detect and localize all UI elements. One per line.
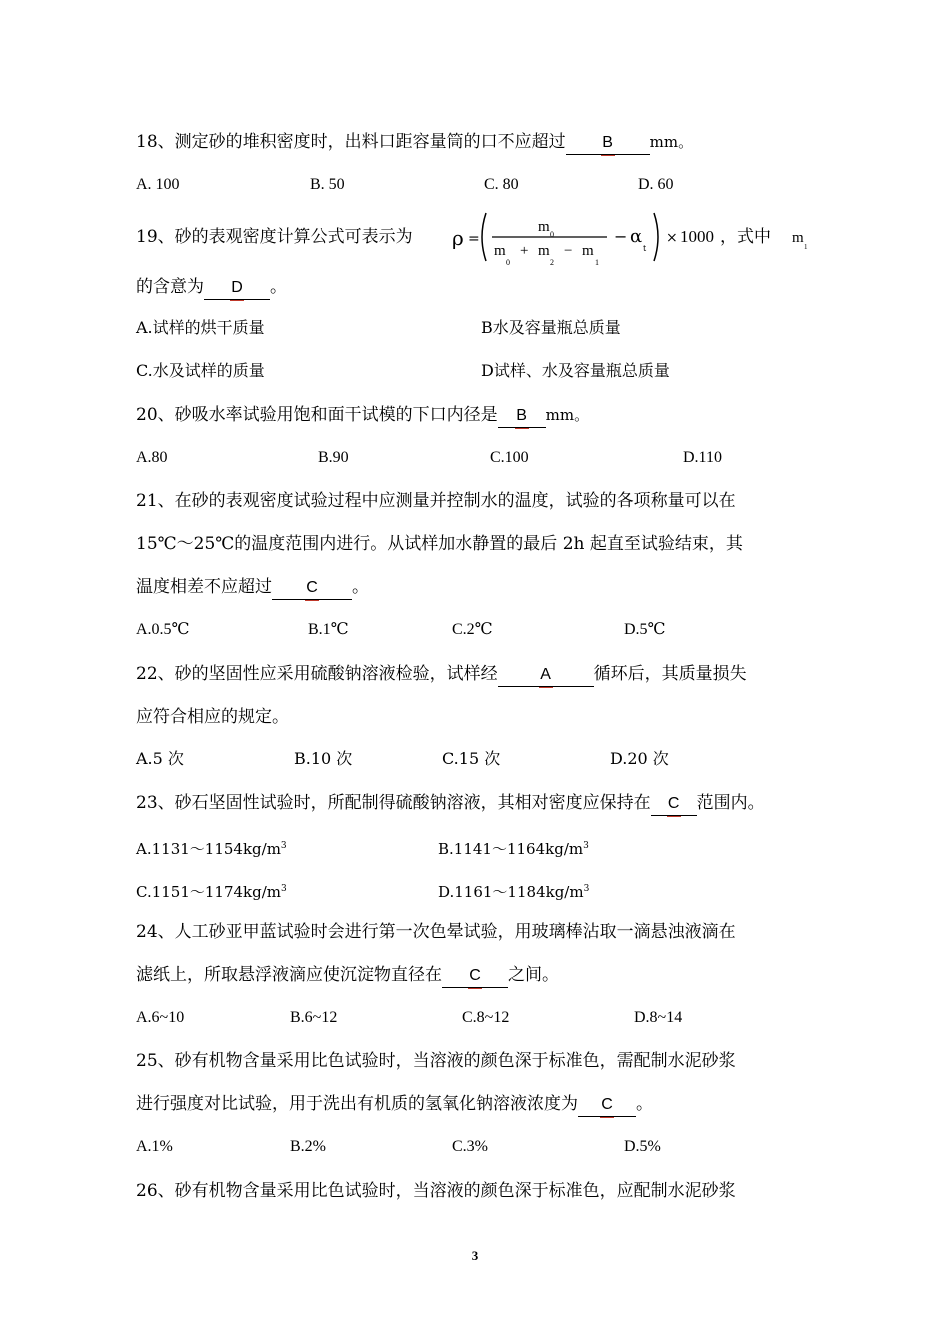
- q25-option-a: A.1%: [136, 1138, 173, 1155]
- answer-blank: B: [566, 132, 650, 155]
- answer-blank: A: [498, 664, 594, 687]
- q22-line2: 应符合相应的规定。: [136, 707, 289, 727]
- q21-line1: 21、在砂的表观密度试验过程中应测量并控制水的温度，试验的各项称量可以在: [136, 491, 736, 511]
- q25-line1: 25、砂有机物含量采用比色试验时，当溶液的颜色深于标准色，需配制水泥砂浆: [136, 1051, 736, 1071]
- q21-line3: 温度相差不应超过 C 。: [136, 576, 369, 600]
- q25-option-c: C.3%: [452, 1138, 488, 1155]
- q23-option-d: $D.1161\sim 1184kg/m^3$: [438, 883, 590, 901]
- svg-text:，式中: ，式中: [720, 227, 771, 247]
- q18-stem: 18、测定砂的堆积密度时，出料口距容量筒的口不应超过 B mm。: [136, 131, 693, 155]
- q18-option-b: B. 50: [310, 176, 345, 193]
- q22-option-d: D.20 次: [610, 749, 669, 768]
- q20-option-a: A.80: [136, 449, 168, 466]
- q19-option-a: A.试样的烘干质量: [136, 318, 265, 337]
- q20-option-d: D.110: [683, 449, 722, 466]
- q18-option-a: A. 100: [136, 176, 180, 193]
- svg-text:−: −: [564, 243, 573, 259]
- q25-line2: 进行强度对比试验，用于洗出有机质的氢氧化钠溶液浓度为 C 。: [136, 1093, 653, 1117]
- answer-blank: C: [578, 1094, 636, 1117]
- q19-option-b: B水及容量瓶总质量: [481, 318, 621, 337]
- svg-text:ρ: ρ: [452, 226, 464, 250]
- q24-line2: 滤纸上，所取悬浮液滴应使沉淀物直径在 C 之间。: [136, 964, 559, 988]
- svg-text:1: 1: [595, 258, 599, 267]
- q23-option-c: $C.1151\sim 1174kg/m^3$: [136, 883, 287, 901]
- q22-option-a: A.5 次: [136, 749, 184, 768]
- q25-option-b: B.2%: [290, 1138, 326, 1155]
- q24-option-d: D.8~14: [634, 1009, 683, 1026]
- q18-option-c: C. 80: [484, 176, 519, 193]
- svg-text:0: 0: [550, 230, 554, 239]
- q20-option-c: C.100: [490, 449, 529, 466]
- q19-option-c: C.水及试样的质量: [136, 361, 265, 380]
- svg-text:m: m: [538, 219, 550, 235]
- q21-option-c: C.2℃: [452, 621, 493, 638]
- answer-blank: B: [498, 405, 546, 428]
- svg-text:α: α: [630, 226, 643, 247]
- svg-text:+: +: [520, 243, 529, 259]
- q22-line1: 22、砂的坚固性应采用硫酸钠溶液检验，试样经 A 循环后，其质量损失: [136, 663, 747, 687]
- q26-line1: 26、砂有机物含量采用比色试验时，当溶液的颜色深于标准色，应配制水泥砂浆: [136, 1181, 736, 1201]
- q21-option-a: A.0.5℃: [136, 621, 190, 638]
- answer-blank: C: [442, 965, 508, 988]
- q25-option-d: D.5%: [624, 1138, 661, 1155]
- svg-text:1: 1: [804, 243, 808, 251]
- page-number: 3: [471, 1248, 479, 1263]
- q19-line2: 的含意为 D 。: [136, 276, 287, 300]
- q18-option-d: D. 60: [638, 176, 674, 193]
- svg-text:=: =: [468, 231, 480, 247]
- svg-text:m: m: [582, 243, 594, 259]
- q24-line1: 24、人工砂亚甲蓝试验时会进行第一次色晕试验，用玻璃棒沾取一滴悬浊液滴在: [136, 922, 736, 942]
- q21-line2: 15℃～25℃的温度范围内进行。从试样加水静置的最后 2h 起直至试验结束，其: [136, 534, 743, 554]
- q24-option-c: C.8~12: [462, 1009, 510, 1026]
- q23-stem: 23、砂石坚固性试验时，所配制得硫酸钠溶液，其相对密度应保持在 C 范围内。: [136, 792, 765, 816]
- q22-option-c: C.15 次: [442, 749, 501, 768]
- answer-blank: C: [272, 577, 352, 600]
- q22-option-b: B.10 次: [294, 749, 353, 768]
- svg-text:m: m: [792, 230, 804, 246]
- svg-text:t: t: [643, 244, 647, 253]
- density-formula: [452, 207, 810, 267]
- answer-blank: D: [204, 277, 270, 300]
- svg-text:0: 0: [506, 258, 510, 267]
- q24-option-b: B.6~12: [290, 1009, 338, 1026]
- q23-option-a: $A.1131\sim 1154kg/m^3$: [136, 840, 287, 858]
- q20-option-b: B.90: [318, 449, 349, 466]
- answer-blank: C: [651, 793, 697, 816]
- q21-option-b: B.1℃: [308, 621, 349, 638]
- q21-option-d: D.5℃: [624, 621, 666, 638]
- q20-stem: 20、砂吸水率试验用饱和面干试模的下口内径是 B mm。: [136, 404, 589, 428]
- svg-text:1000: 1000: [680, 227, 714, 246]
- svg-text:−: −: [614, 227, 628, 246]
- q23-option-b: $B.1141\sim 1164kg/m^3$: [438, 840, 589, 858]
- q19-stem: 19、砂的表观密度计算公式可表示为: [136, 227, 413, 247]
- svg-text:m: m: [538, 243, 550, 259]
- svg-text:2: 2: [550, 258, 554, 267]
- q19-option-d: D试样、水及容量瓶总质量: [481, 361, 670, 380]
- svg-text:m: m: [494, 243, 506, 259]
- q24-option-a: A.6~10: [136, 1009, 185, 1026]
- svg-text:×: ×: [666, 230, 678, 246]
